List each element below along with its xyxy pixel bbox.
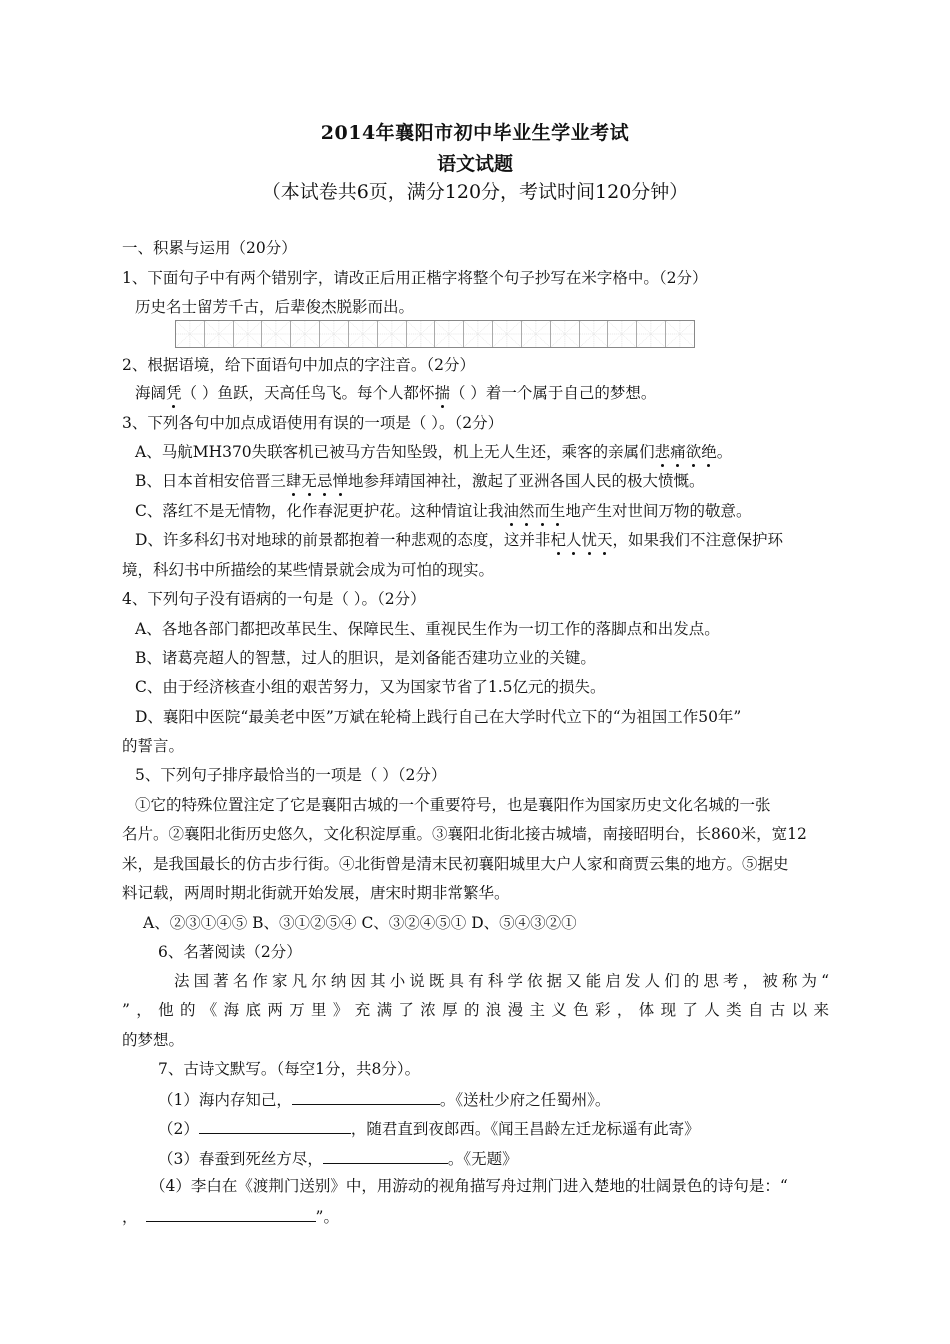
q7-1-blank[interactable] [292, 1088, 440, 1105]
dotted-char: 杞 [550, 531, 566, 549]
mizige-cell[interactable] [464, 321, 493, 347]
dotted-char: 忌 [316, 472, 333, 490]
q6-stem: 6、名著阅读（2分） [158, 943, 302, 961]
q7-3-pre: （3）春蚕到死丝方尽， [158, 1150, 323, 1168]
q3-a-end: 。 [716, 443, 733, 461]
mizige-cell[interactable] [176, 321, 205, 347]
mizige-cell[interactable] [262, 321, 291, 347]
q2-dotted-char-1: 凭 [166, 384, 182, 402]
q7-item-3 [158, 1147, 518, 1169]
dotted-char: 痛 [670, 443, 686, 461]
mizige-cell[interactable] [291, 321, 320, 347]
q1-stem: 1、下面句子中有两个错别字，请改正后用正楷字将整个句子抄写在米字格中。（2分） [122, 269, 708, 287]
mizige-cell[interactable] [637, 321, 666, 347]
mizige-cell[interactable] [493, 321, 522, 347]
q7-3-post: 。《无题》 [447, 1150, 518, 1168]
q3-a-idiom [655, 443, 717, 461]
exam-subject: 语文试题 [436, 153, 513, 175]
q1-sentence: 历史名士留芳千古，后辈俊杰脱影而出。 [135, 298, 415, 316]
mizige-cell[interactable] [666, 321, 694, 347]
q6-text-3: 的梦想。 [122, 1031, 185, 1049]
dotted-char: 欲 [685, 443, 702, 461]
dotted-char: 忧 [581, 531, 597, 549]
dotted-char: 绝 [701, 443, 717, 461]
q7-1-pre: （1）海内存知己， [158, 1091, 292, 1109]
q4-option-c: C、由于经济核查小组的艰苦努力，又为国家节省了1.5亿元的损失。 [135, 678, 606, 696]
q4-option-d-cont: 的誓言。 [122, 737, 185, 755]
dotted-char: 而 [534, 502, 550, 520]
dotted-char: 天 [596, 531, 613, 549]
q5-passage-3: 米，是我国最长的仿古步行街。④北街曾是清末民初襄阳城里大户人家和商贾云集的地方。⑤据史 [122, 855, 789, 873]
exam-note: （本试卷共6页，满分120分，考试时间120分钟） [261, 181, 689, 203]
mizige-cell[interactable] [407, 321, 436, 347]
q7-1-post: 。《送杜少府之任蜀州》。 [439, 1091, 611, 1109]
q7-item-4: （4）李白在《渡荆门送别》中，用游动的视角描写舟过荆门进入楚地的壮阔景色的诗句是：“ [150, 1177, 788, 1195]
q3-c-idiom [503, 502, 565, 520]
mizige-cell[interactable] [522, 321, 551, 347]
q3-option-d [135, 530, 783, 550]
section-heading: 一、积累与运用（20分） [122, 239, 297, 257]
dotted-char: 悲 [654, 443, 671, 461]
q4-option-d: D、襄阳中医院“最美老中医”万斌在轮椅上践行自己在大学时代立下的“为祖国工作50年” [135, 708, 742, 726]
q3-option-b [135, 471, 704, 491]
mizige-cell[interactable] [551, 321, 580, 347]
q3-stem: 3、下列各句中加点成语使用有误的一项是（ ）。（2分） [122, 414, 504, 432]
q4-option-a: A、各地各部门都把改革民生、保障民生、重视民生作为一切工作的落脚点和出发点。 [135, 620, 720, 638]
dotted-char: 惮 [332, 472, 348, 490]
q3-c-end: 地产生对世间万物的敬意。 [565, 502, 752, 520]
q2-stem: 2、根据语境，给下面语句中加点的字注音。（2分） [122, 356, 475, 374]
q3-a-text: A、马航MH370失联客机已被马方告知坠毁，机上无人生还，乘客的亲属们 [135, 443, 655, 461]
q7-3-blank[interactable] [323, 1147, 448, 1164]
q4-stem: 4、下列句子没有语病的一句是（ ）。（2分） [122, 590, 426, 608]
q7-4-post: ”。 [315, 1208, 339, 1226]
q6-text-1: 法国著名作家凡尔纳因其小说既具有科学依据又能启发人们的思考，被称为“ [174, 972, 829, 990]
q5-passage-1: ①它的特殊位置注定了它是襄阳古城的一个重要符号，也是襄阳作为国家历史文化名城的一张 [135, 796, 771, 814]
dotted-char: 生 [549, 502, 566, 520]
q2-sentence [135, 383, 656, 403]
mizige-cell[interactable] [435, 321, 464, 347]
q5-stem: 5、下列句子排序最恰当的一项是（ ）（2分） [135, 766, 447, 784]
q4-option-b: B、诸葛亮超人的智慧，过人的胆识，是刘备能否建功立业的关键。 [135, 649, 596, 667]
q3-d-idiom [550, 531, 612, 549]
q7-item-4-cont [122, 1205, 339, 1227]
mizige-cell[interactable] [349, 321, 378, 347]
exam-title: 2014年襄阳市初中毕业生学业考试 [320, 122, 630, 144]
q7-4-pre: ， [122, 1208, 138, 1226]
q3-d-text: D、许多科幻书对地球的前景都抱着一种悲观的态度，这并非 [135, 531, 551, 549]
dotted-char: 然 [518, 502, 535, 520]
q7-item-1 [158, 1088, 610, 1110]
mizige-cell[interactable] [320, 321, 349, 347]
q5-options: A、②③①④⑤ B、③①②⑤④ C、③②④⑤① D、⑤④③②① [143, 914, 577, 932]
q7-2-post: ，随君直到夜郎西。《闻王昌龄左迁龙标遥有此寄》 [350, 1120, 700, 1138]
q7-2-blank[interactable] [199, 1117, 351, 1134]
dotted-char: 油 [503, 502, 519, 520]
q3-d-end: ，如果我们不注意保护环 [612, 531, 784, 549]
dotted-char: 人 [565, 531, 582, 549]
mizige-cell[interactable] [608, 321, 637, 347]
mizige-cell[interactable] [580, 321, 609, 347]
dotted-char: 无 [301, 472, 317, 490]
q2-text-c: （ ）着一个属于自己的梦想。 [449, 384, 657, 402]
mizige-grid[interactable] [175, 320, 695, 348]
q2-text-b: （ ）鱼跃，天高任鸟飞。每个人都怀 [181, 384, 435, 402]
q7-2-pre: （2） [158, 1120, 199, 1138]
mizige-cell[interactable] [378, 321, 407, 347]
q3-b-text: B、日本首相安倍晋三 [135, 472, 286, 490]
q2-dotted-char-2: 揣 [434, 384, 450, 402]
q7-stem: 7、古诗文默写。（每空1分，共8分）。 [158, 1060, 421, 1078]
q7-4-blank[interactable] [146, 1205, 316, 1222]
q3-option-a [135, 442, 732, 462]
q3-c-text: C、落红不是无情物，化作春泥更护花。这种情谊让我 [135, 502, 504, 520]
q3-b-idiom [286, 472, 348, 490]
q5-passage-2: 名片。②襄阳北街历史悠久，文化积淀厚重。③襄阳北街北接古城墙，南接昭明台，长860米，宽12 [122, 825, 807, 843]
q5-passage-4: 料记载，两周时期北街就开始发展，唐宋时期非常繁华。 [122, 884, 510, 902]
mizige-cell[interactable] [205, 321, 234, 347]
q3-option-d-cont: 境，科幻书中所描绘的某些情景就会成为可怕的现实。 [122, 561, 495, 579]
q3-option-c [135, 501, 751, 521]
q6-text-2: ”，他的《海底两万里》充满了浓厚的浪漫主义色彩，体现了人类自古以来 [122, 1001, 829, 1019]
mizige-cell[interactable] [234, 321, 263, 347]
q2-text-a: 海阔 [135, 384, 167, 402]
dotted-char: 肆 [285, 472, 302, 490]
q3-b-end: 地参拜靖国神社，激起了亚洲各国人民的极大愤慨。 [347, 472, 705, 490]
q7-item-2 [158, 1117, 700, 1139]
